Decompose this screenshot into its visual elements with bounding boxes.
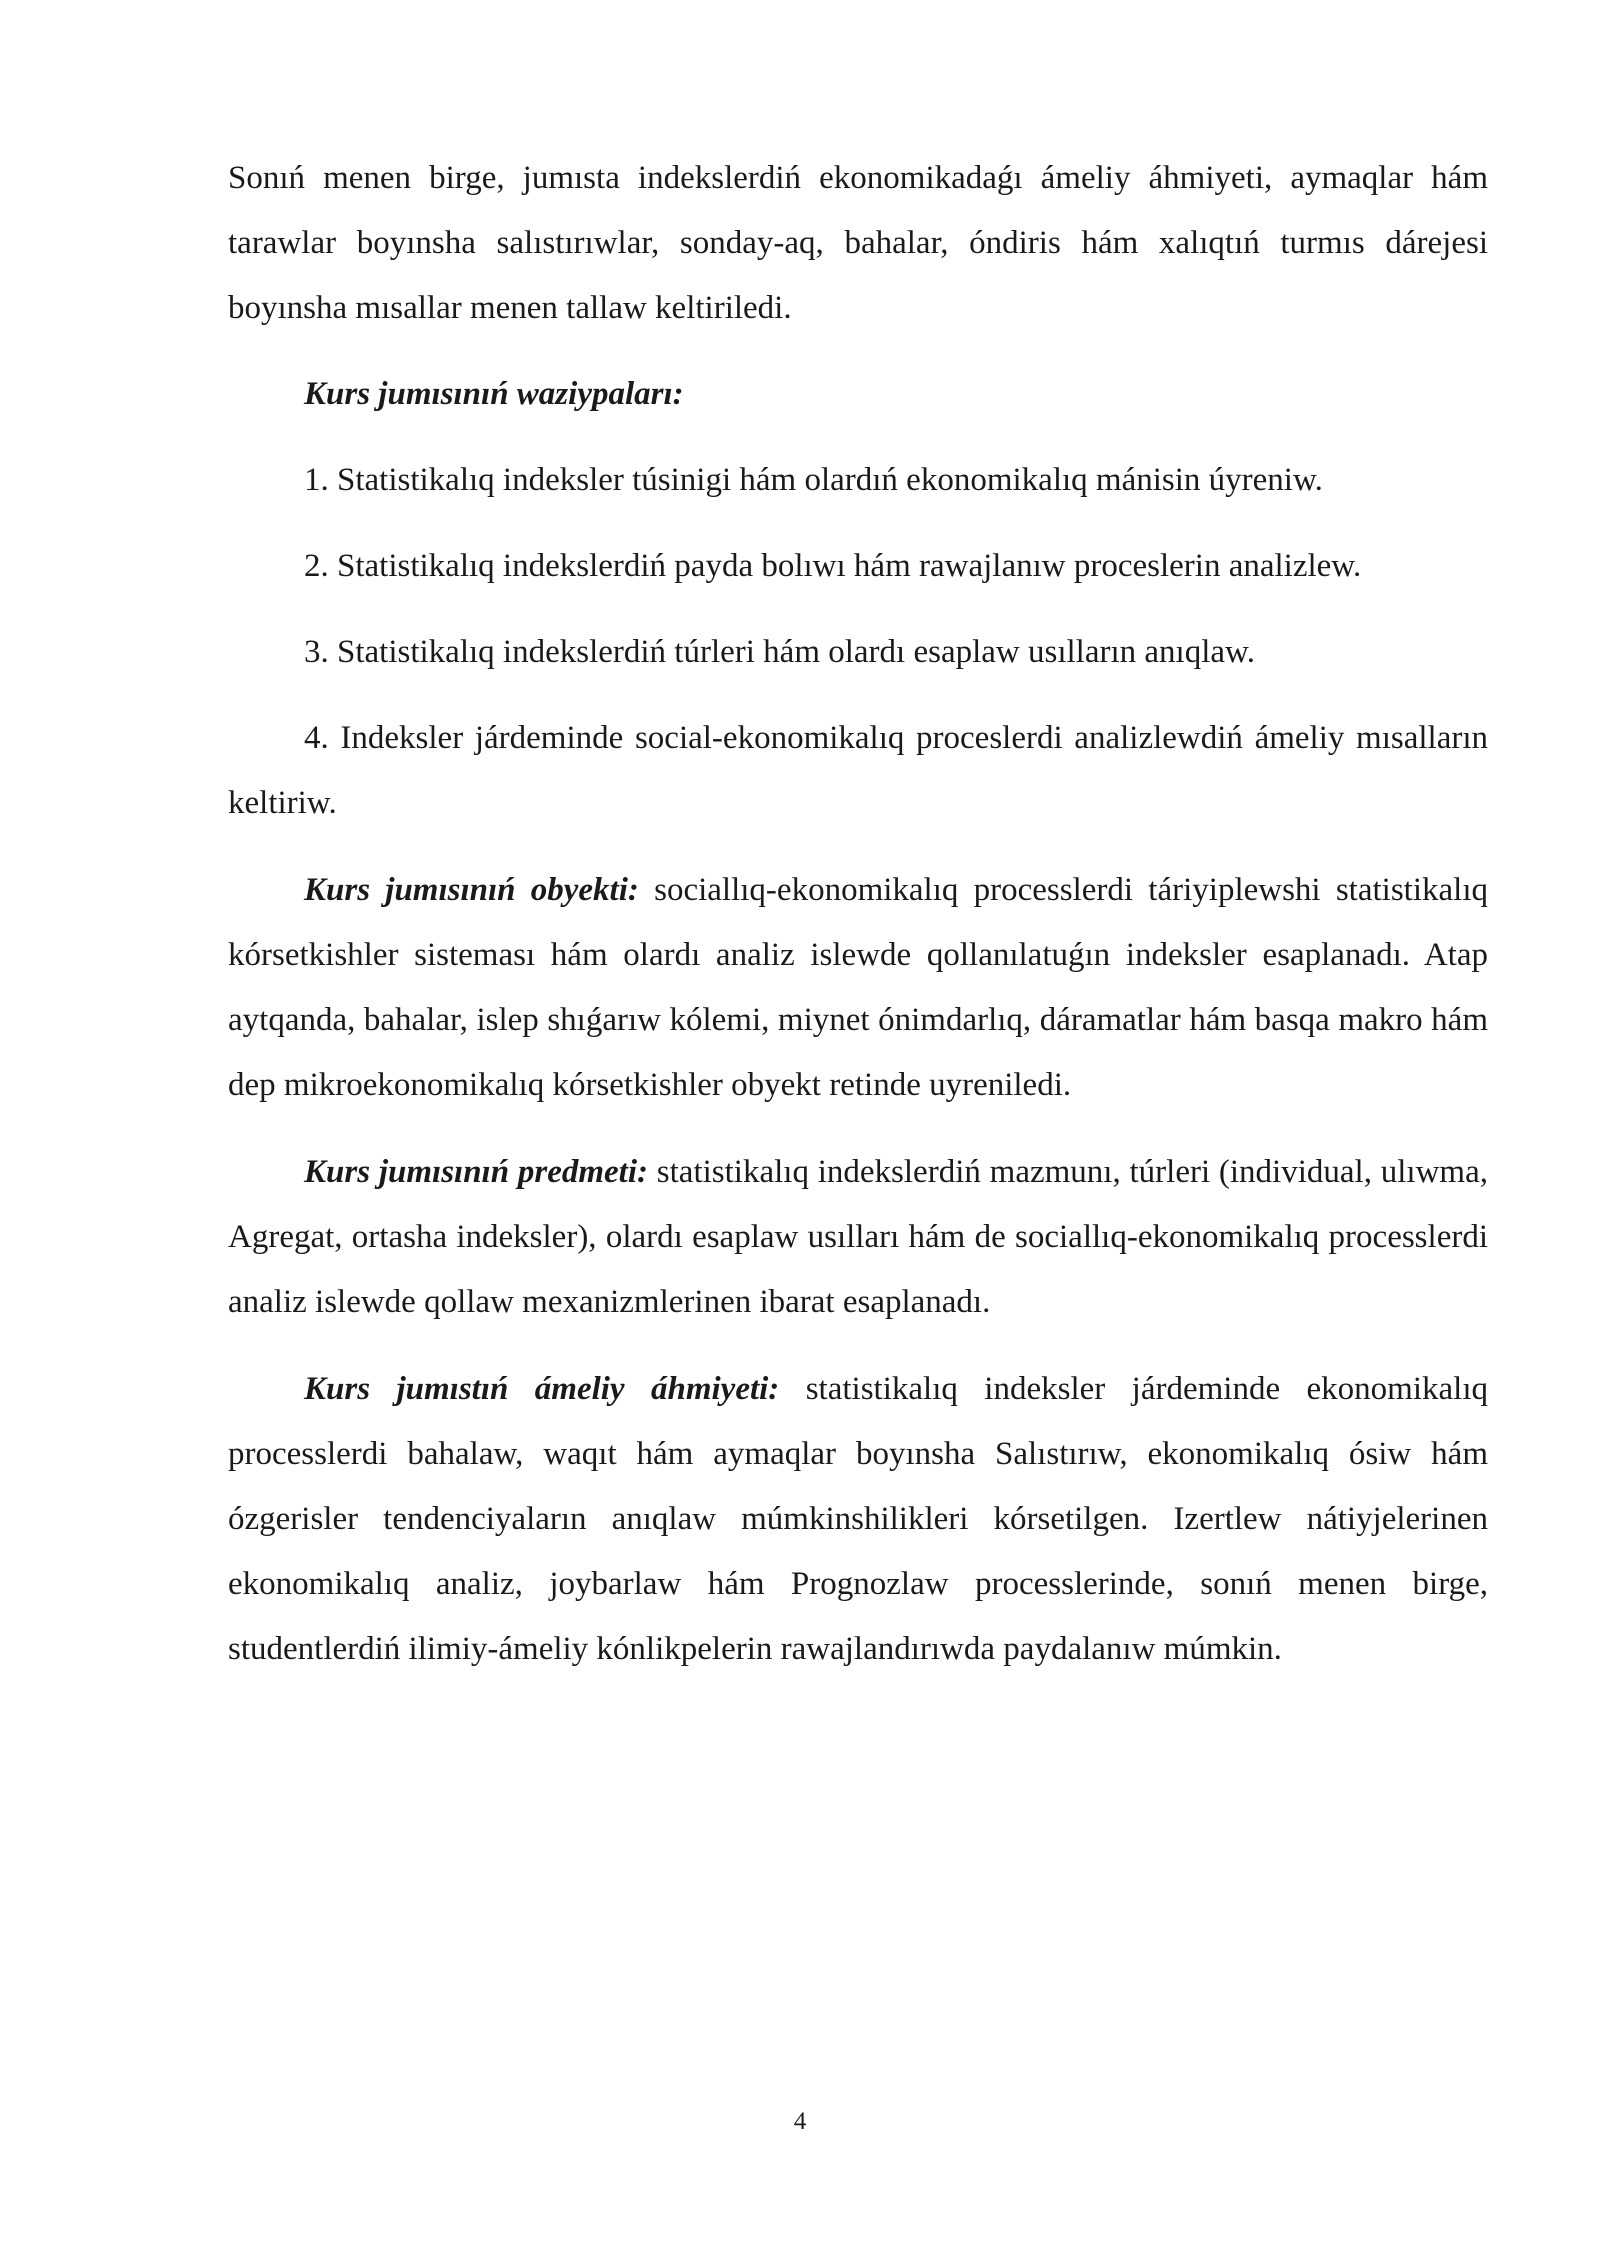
subject-text: statistikalıq indekslerdiń mazmunı, túrleri (individual, ulıwma, Agregat, ortasha indeksler), olardı esaplaw usılları hám de sociallıq-ekonomikalıq processlerdi analiz islewde qollaw mexanizmlerinen ibarat esaplanadı.	[228, 1154, 1488, 1320]
task-item-2: 2. Statistikalıq indekslerdiń payda bolıwı hám rawajlanıw proceslerin analizlew.	[304, 548, 1362, 584]
intro-paragraph: Sonıń menen birge, jumısta indekslerdiń ekonomikadaǵı ámeliy áhmiyeti, aymaqlar hám tarawlar boyınsha salıstırıwlar, sonday-aq, bahalar, óndiris hám xalıqtıń turmıs dárejesi boyınsha mısallar menen tallaw keltiriledi.	[228, 160, 1488, 326]
task-item-4: 4. Indeksler járdeminde social-ekonomikalıq proceslerdi analizlewdiń ámeliy mısalların keltiriw.	[228, 720, 1488, 821]
significance-label: Kurs jumıstıń ámeliy áhmiyeti:	[304, 1371, 780, 1407]
subject-paragraph	[228, 1140, 1488, 1335]
tasks-heading	[228, 362, 1488, 427]
significance-text: statistikalıq indeksler járdeminde ekonomikalıq processlerdi bahalaw, waqıt hám aymaqlar boyınsha Salıstırıw, ekonomikalıq ósiw hám ózgerisler tendenciyaların anıqlaw múmkinshilikleri kórsetilgen. Izertlew nátiyjelerinen ekonomikalıq analiz, joybarlaw hám Prognozlaw processlerinde, sonıń menen birge, studentlerdiń ilimiy-ámeliy kónlikpelerin rawajlandırıwda paydalanıw múmkin.	[228, 1371, 1488, 1667]
task-item-3: 3. Statistikalıq indekslerdiń túrleri hám olardı esaplaw usılların anıqlaw.	[304, 634, 1255, 670]
object-text: sociallıq-ekonomikalıq processlerdi táriyiplewshi statistikalıq kórsetkishler sisteması hám olardı analiz islewde qollanılatuǵın indeksler esaplanadı. Atap aytqanda, bahalar, islep shıǵarıw kólemi, miynet ónimdarlıq, dáramatlar hám basqa makro hám dep mikroekonomikalıq kórsetkishler obyekt retinde uyreniledi.	[228, 872, 1488, 1103]
task-item-1: 1. Statistikalıq indeksler túsinigi hám olardıń ekonomikalıq mánisin úyreniw.	[304, 462, 1323, 498]
object-paragraph	[228, 858, 1488, 1118]
subject-label: Kurs jumısınıń predmeti:	[304, 1154, 648, 1190]
tasks-heading-label: Kurs jumısınıń waziypaları:	[304, 376, 684, 412]
significance-paragraph	[228, 1357, 1488, 1682]
page-number: 4	[793, 2108, 807, 2135]
object-label: Kurs jumısınıń obyekti:	[304, 872, 639, 908]
document-page	[228, 146, 1488, 1682]
